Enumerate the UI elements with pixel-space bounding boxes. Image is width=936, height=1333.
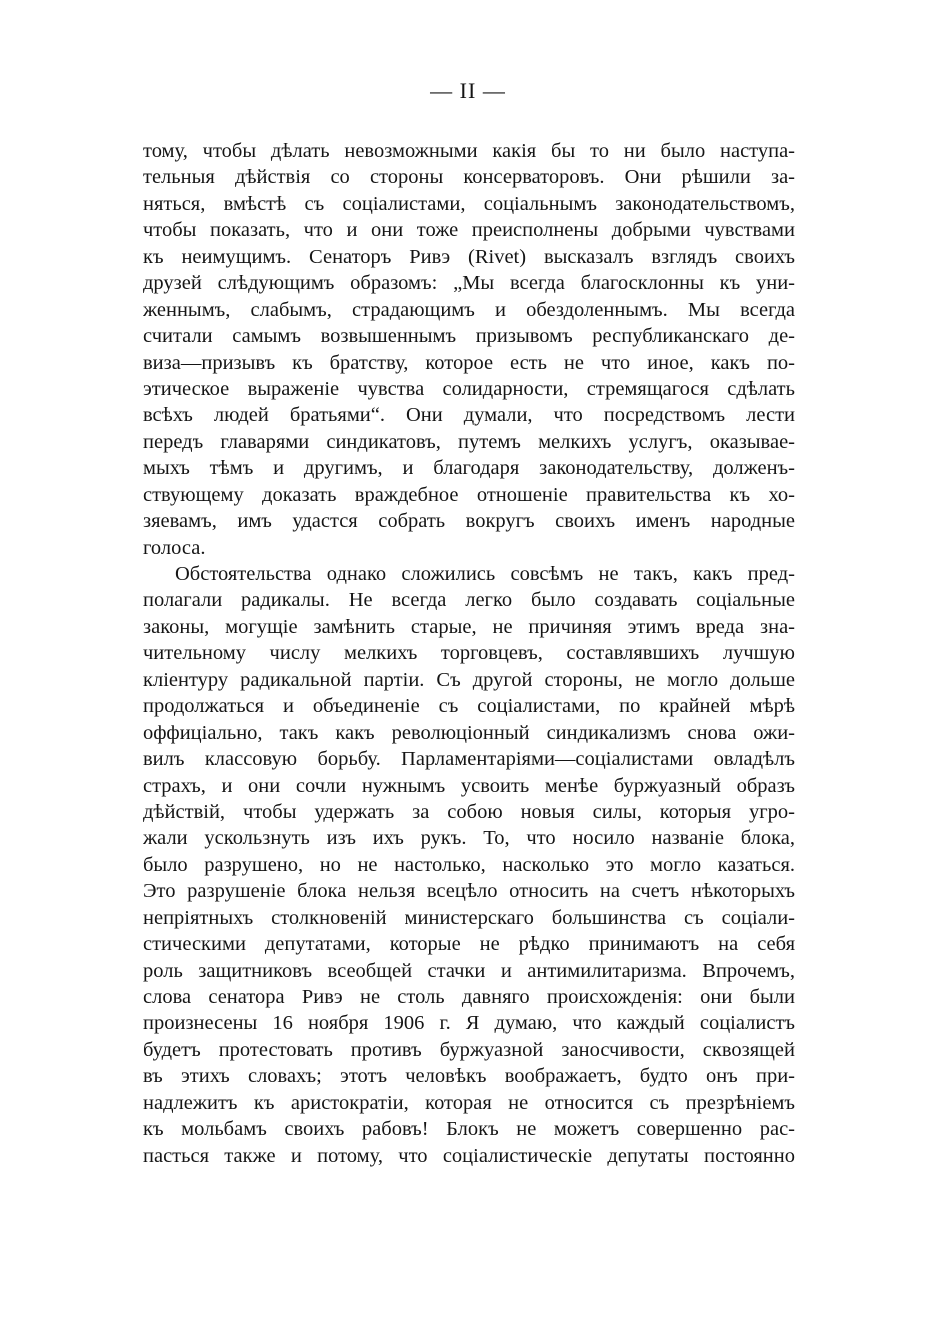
text-line: виза—призывъ къ братству, которое есть не что иное, какъ по- <box>143 351 795 374</box>
text-line: стическими депутатами, которые не рѣдко принимаютъ на себя <box>143 933 795 956</box>
text-line: передъ главарями синдикатовъ, путемъ мелкихъ услугъ, оказывае- <box>143 430 795 453</box>
text-line: страхъ, и они сочли нужнымъ усвоить менѣе буржуазный образъ <box>143 774 795 797</box>
text-line: пасться также и потому, что соціалистическіе депутаты постоянно <box>143 1144 795 1167</box>
text-line: къ неимущимъ. Сенаторъ Ривэ (Rivet) высказалъ взглядъ своихъ <box>143 245 795 268</box>
text-line: произнесены 16 ноября 1906 г. Я думаю, что каждый соціалистъ <box>143 1012 795 1035</box>
paragraph <box>143 138 795 561</box>
page-number: — II — <box>430 78 506 103</box>
text-line: кліентуру радикальной партіи. Съ другой стороны, не могло дольше <box>143 668 795 691</box>
text-line: законы, могущіе замѣнить старые, не причиняя этимъ вреда зна- <box>143 615 795 638</box>
text-line: надлежитъ къ аристократіи, которая не относится съ презрѣніемъ <box>143 1091 795 1114</box>
body-text <box>143 138 795 1169</box>
text-line: роль защитниковъ всеобщей стачки и антимилитаризма. Впрочемъ, <box>143 959 795 982</box>
text-line: вилъ классовую борьбу. Парламентаріями—соціалистами овладѣлъ <box>143 748 795 771</box>
text-line: жали ускользнуть изъ ихъ рукъ. То, что носило названіе блока, <box>143 827 795 850</box>
text-line: оффиціально, такъ какъ революціонный синдикализмъ снова ожи- <box>143 721 795 744</box>
text-line: чительному числу мелкихъ торговцевъ, составлявшихъ лучшую <box>143 642 795 665</box>
text-line: полагали радикалы. Не всегда легко было создавать соціальные <box>143 589 795 612</box>
text-line: голоса. <box>143 536 206 559</box>
text-line: непріятныхъ столкновеній министерскаго большинства съ соціали- <box>143 906 795 929</box>
text-line: тому, чтобы дѣлать невозможными какія бы то ни было наступа- <box>143 140 795 162</box>
text-line: было разрушено, но не настолько, насколько это могло казаться. <box>143 853 795 876</box>
text-line: зяевамъ, имъ удастся собрать вокругъ своихъ именъ народные <box>143 510 795 533</box>
text-line: будетъ протестовать противъ буржуазной заносчивости, сквозящей <box>143 1038 795 1061</box>
text-line: въ этихъ словахъ; этотъ человѣкъ воображаетъ, будто онъ при- <box>143 1065 795 1088</box>
text-line: Обстоятельства однако сложились совсѣмъ не такъ, какъ пред- <box>175 563 795 585</box>
text-line: къ мольбамъ своихъ рабовъ! Блокъ не можетъ совершенно рас- <box>143 1118 795 1141</box>
text-line: женнымъ, слабымъ, страдающимъ и обездоленнымъ. Мы всегда <box>143 298 795 321</box>
text-line: дѣйствій, чтобы удержать за собою новыя силы, которыя угро- <box>143 800 795 823</box>
text-line: слова сенатора Ривэ не столь давняго происхожденія: они были <box>143 986 795 1008</box>
text-line: тельныя дѣйствія со стороны консерваторовъ. Они рѣшили за- <box>143 166 795 189</box>
text-line: всѣхъ людей братьями“. Они думали, что посредствомъ лести <box>143 404 795 427</box>
text-line: этическое выраженіе чувства солидарности, стремящагося сдѣлать <box>143 377 795 400</box>
paragraph <box>143 561 795 1169</box>
text-line: Это разрушеніе блока нельзя всецѣло относить на счетъ нѣкоторыхъ <box>143 880 795 903</box>
text-line: мыхъ тѣмъ и другимъ, и благодаря законодательству, долженъ- <box>143 457 795 480</box>
text-line: считали самымъ возвышеннымъ призывомъ республиканскаго де- <box>143 325 795 348</box>
text-line: ствующему доказать враждебное отношеніе правительства къ хо- <box>143 483 795 506</box>
text-line: друзей слѣдующимъ образомъ: „Мы всегда благосклонны къ уни- <box>143 272 795 295</box>
text-line: чтобы показать, что и они тоже преисполнены добрыми чувствами <box>143 219 795 242</box>
text-line: продолжаться и объединеніе съ соціалистами, по крайней мѣрѣ <box>143 695 795 718</box>
text-line: няться, вмѣстѣ съ соціалистами, соціальнымъ законодательствомъ, <box>143 192 795 215</box>
